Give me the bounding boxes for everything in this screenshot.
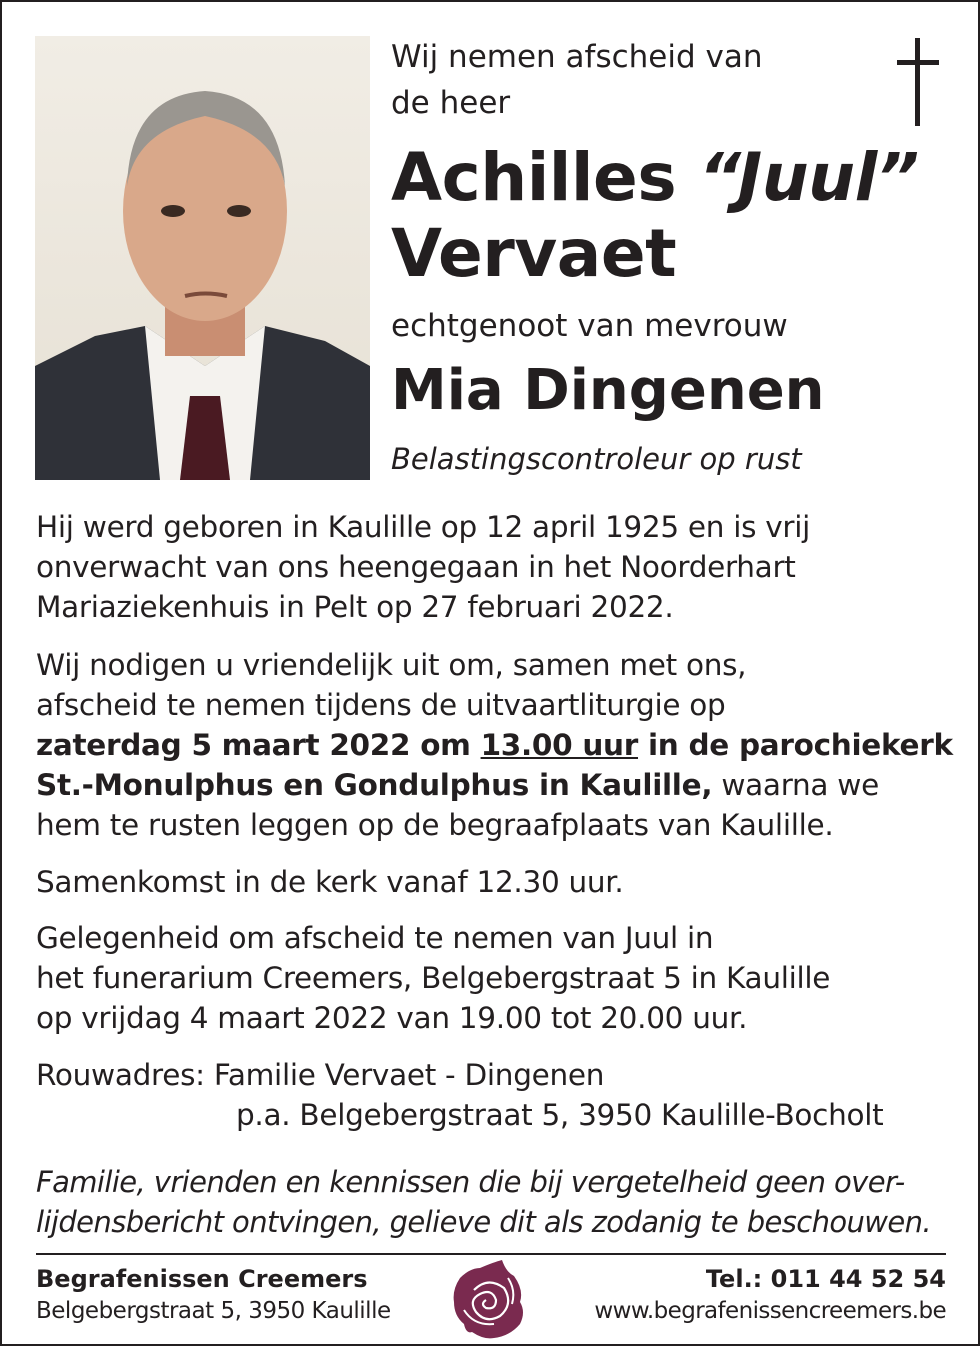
funeral-location: in de parochiekerk [638,728,953,762]
text-line: het funerarium Creemers, Belgebergstraat 5 in Kaulille [36,961,831,995]
gathering-paragraph: Samenkomst in de kerk vanaf 12.30 uur. [36,865,624,899]
spouse-intro: echtgenoot van mevrouw [391,308,788,344]
deceased-name [391,140,919,292]
address-line: p.a. Belgebergstraat 5, 3950 Kaulille-Bocholt [236,1098,884,1132]
invitation-paragraph [36,645,953,845]
text-line: Gelegenheid om afscheid te nemen van Juul in [36,921,714,955]
rose-logo-icon [450,1260,528,1340]
portrait-photo [35,36,370,480]
first-name: Achilles [391,139,677,216]
text-line: Familie, vrienden en kennissen die bij vergetelheid geen over- [36,1165,905,1199]
visitation-paragraph [36,918,830,1038]
intro-line: Wij nemen afscheid van [391,39,763,75]
mourning-address [36,1055,883,1135]
funeral-time: 13.00 uur [480,728,639,762]
text-line: afscheid te nemen tijdens de uitvaartliturgie op [36,688,726,722]
address-line: Familie Vervaet - Dingenen [213,1058,605,1092]
occupation: Belastingscontroleur op rust [391,442,802,476]
text-line: Wij nodigen u vriendelijk uit om, samen met ons, [36,648,747,682]
text-line: Mariaziekenhuis in Pelt op 27 februari 2022. [36,590,674,624]
nickname: “Juul” [698,139,919,216]
birth-paragraph [36,507,810,627]
intro-line: de heer [391,85,511,121]
church-name: St.-Monulphus en Gondulphus in Kaulille, [36,768,713,802]
intro-text [391,34,763,126]
divider [36,1253,946,1255]
text-line: op vrijdag 4 maart 2022 van 19.00 tot 20.00 uur. [36,1001,748,1035]
cross-icon [897,38,939,126]
company-name: Begrafenissen Creemers [36,1265,368,1293]
text-line: Hij werd geboren in Kaulille op 12 april 1925 en is vrij [36,510,811,544]
address-label: Rouwadres: [36,1058,205,1092]
company-phone: Tel.: 011 44 52 54 [705,1265,946,1293]
text-segment: waarna we [712,768,879,802]
text-line: lijdensbericht ontvingen, gelieve dit als zodanig te beschouwen. [36,1205,932,1239]
text-line: hem te rusten leggen op de begraafplaats van Kaulille. [36,808,834,842]
last-name: Vervaet [391,215,677,292]
spouse-name: Mia Dingenen [391,358,825,423]
funeral-date: zaterdag 5 maart 2022 om [36,728,481,762]
company-website[interactable]: www.begrafenissencreemers.be [594,1298,946,1324]
closing-note [36,1162,931,1242]
company-address: Belgebergstraat 5, 3950 Kaulille [36,1298,391,1324]
text-line: onverwacht van ons heengegaan in het Noorderhart [36,550,796,584]
